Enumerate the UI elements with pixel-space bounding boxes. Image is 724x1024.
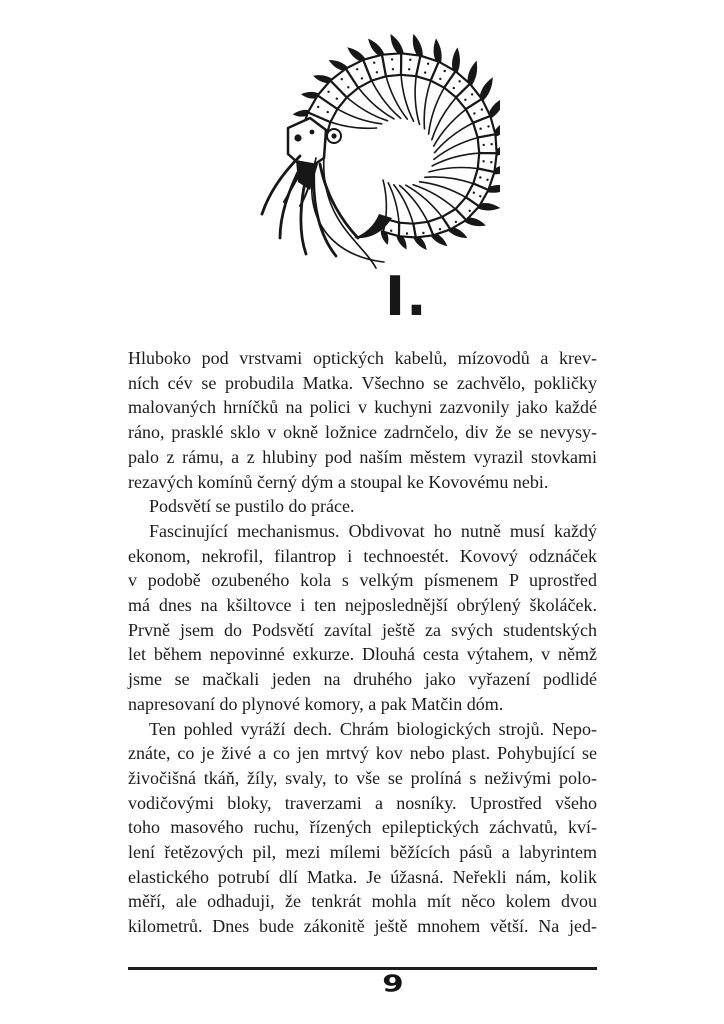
text-line: palo z rámu, a z hlubiny pod naším městem vyrazil stovkami — [128, 446, 597, 467]
text-line: jsme se mačkali jeden na druhého jako vyřazení podlidé — [128, 669, 597, 690]
text-line: měří, ale odhaduji, že tenkrát mohla mít něco kolem dvou — [128, 891, 597, 912]
chapter-number-heading: I. — [385, 265, 428, 328]
centipede-illustration — [250, 16, 500, 276]
body-text — [128, 346, 597, 939]
text-line: vodičovými bloky, traverzami a nosníky. Uprostřed všeho — [128, 792, 597, 813]
text-line: let během nepovinné exkurze. Dlouhá cesta výtahem, v němž — [128, 644, 597, 665]
text-line: lení řetězových pil, mezi mílemi běžících pásů a labyrintem — [128, 842, 597, 863]
text-line: kilometrů. Dnes bude zákonitě ještě mnohem větší. Na jed- — [128, 916, 597, 937]
text-line: Ten pohled vyráží dech. Chrám biologických strojů. Nepo- — [149, 718, 597, 739]
text-line: elastického potrubí dlí Matka. Je úžasná. Neřekli nám, kolik — [128, 866, 597, 887]
text-line: Prvně jsem do Podsvětí zavítal ještě za svých studentských — [128, 619, 597, 640]
text-line: znáte, co je živé a co jen mrtvý kov nebo plast. Pohybující se — [128, 743, 597, 764]
footer-rule — [128, 967, 597, 970]
page-number: 9 — [382, 971, 404, 998]
text-line: napresovaní do plynové komory, a pak Matčin dóm. — [128, 693, 504, 714]
text-line: živočišná tkáň, žíly, svaly, to vše se prolíná s neživými polo- — [128, 767, 597, 788]
text-line: toho masového ruchu, řízených epileptických záchvatů, kví- — [128, 817, 597, 838]
text-line: Podsvětí se pustilo do práce. — [149, 496, 355, 517]
text-line: ráno, prasklé sklo v okně ložnice zadrnčelo, div že se nevysy- — [128, 422, 597, 443]
text-line: v podobě ozubeného kola s velkým písmenem P uprostřed — [128, 570, 597, 591]
mechanical-centipede-icon — [250, 16, 500, 276]
text-line: Fascinující mechanismus. Obdivovat ho nutně musí každý — [149, 520, 597, 541]
text-line: ních cév se probudila Matka. Všechno se zachvělo, pokličky — [128, 372, 597, 393]
text-line: má dnes na kšiltovce i ten nejposlednější obrýlený školáček. — [128, 595, 597, 616]
text-line: ekonom, nekrofil, filantrop i technoestét. Kovový odznáček — [128, 545, 597, 566]
text-line: Hluboko pod vrstvami optických kabelů, mízovodů a krev- — [128, 348, 597, 368]
text-line: malovaných hrníčků na polici v kuchyni zazvonily jako každé — [128, 397, 597, 418]
text-line: rezavých komínů černý dým a stoupal ke Kovovému nebi. — [128, 471, 549, 492]
